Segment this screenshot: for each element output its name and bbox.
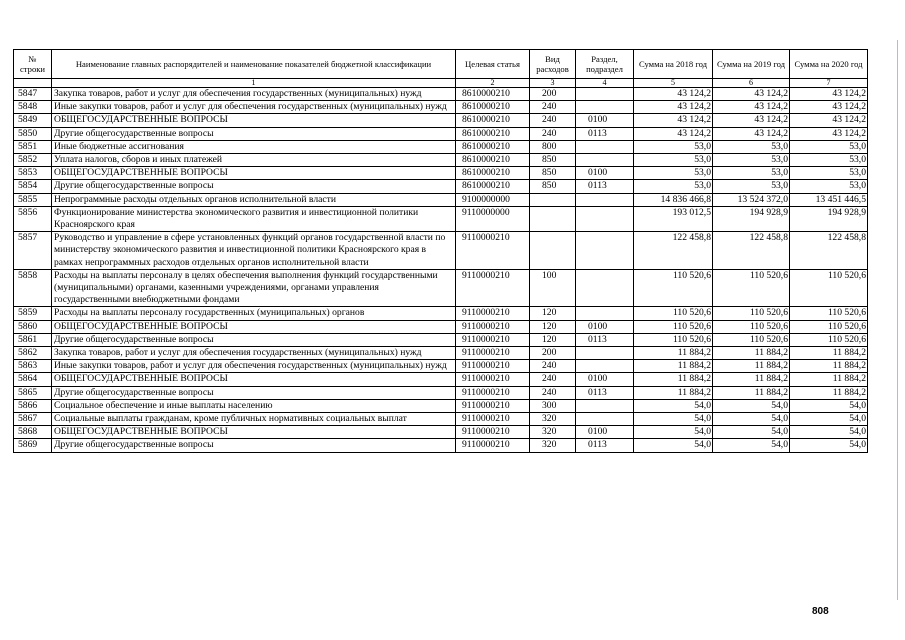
target-code-cell: 9110000210 (456, 439, 530, 452)
sum-2020-cell: 110 520,6 (790, 320, 868, 333)
row-number-cell: 5850 (14, 127, 52, 140)
target-code-cell: 9110000210 (456, 413, 530, 426)
sum-2020-cell: 13 451 446,5 (790, 193, 868, 206)
table-row (14, 360, 868, 373)
column-number: 5 (634, 79, 713, 88)
name-cell: Функционирование министерства экономического развития и инвестиционной политики Красноярского края (52, 206, 456, 231)
name-cell: Иные закупки товаров, работ и услуг для обеспечения государственных (муниципальных) нужд (52, 360, 456, 373)
row-number-cell: 5853 (14, 167, 52, 180)
name-cell: Другие общегосударственные вопросы (52, 386, 456, 399)
target-code-cell: 9110000210 (456, 373, 530, 386)
column-number (14, 79, 52, 88)
row-number-cell: 5857 (14, 232, 52, 270)
budget-table (13, 49, 868, 453)
expense-type-cell (530, 206, 576, 231)
target-code-cell: 9110000210 (456, 347, 530, 360)
name-cell: Закупка товаров, работ и услуг для обеспечения государственных (муниципальных) нужд (52, 347, 456, 360)
expense-type-cell: 300 (530, 399, 576, 412)
table-row (14, 439, 868, 452)
sum-2018-cell: 53,0 (634, 167, 713, 180)
header-row (14, 50, 868, 79)
sum-2020-cell: 43 124,2 (790, 127, 868, 140)
section-cell (576, 413, 634, 426)
sum-2018-cell: 193 012,5 (634, 206, 713, 231)
name-cell: Другие общегосударственные вопросы (52, 127, 456, 140)
target-code-cell: 9110000210 (456, 426, 530, 439)
table-row (14, 413, 868, 426)
sum-2018-cell: 53,0 (634, 180, 713, 193)
name-cell: Руководство и управление в сфере установленных функций органов государственной власти по министерству экономического развития и инвестиционной политики Красноярского края в рамках непрограммных расходов отдельных органов исполнительной власти (52, 232, 456, 270)
sum-2019-cell: 110 520,6 (713, 333, 790, 346)
sum-2020-cell: 53,0 (790, 167, 868, 180)
name-cell: ОБЩЕГОСУДАРСТВЕННЫЕ ВОПРОСЫ (52, 320, 456, 333)
section-cell: 0113 (576, 180, 634, 193)
table-row (14, 347, 868, 360)
column-number: 4 (576, 79, 634, 88)
target-code-cell: 8610000210 (456, 167, 530, 180)
sum-2019-cell: 43 124,2 (713, 101, 790, 114)
target-code-cell: 8610000210 (456, 127, 530, 140)
section-cell: 0100 (576, 167, 634, 180)
row-number-cell: 5868 (14, 426, 52, 439)
header-sum-2018: Сумма на 2018 год (634, 50, 713, 79)
row-number-cell: 5849 (14, 114, 52, 127)
row-number-cell: 5865 (14, 386, 52, 399)
sum-2018-cell: 54,0 (634, 413, 713, 426)
row-number-cell: 5858 (14, 269, 52, 307)
sum-2019-cell: 43 124,2 (713, 88, 790, 101)
sum-2018-cell: 53,0 (634, 140, 713, 153)
header-row-no: № строки (14, 50, 52, 79)
target-code-cell: 9110000210 (456, 360, 530, 373)
column-numbers-row (14, 79, 868, 88)
sum-2020-cell: 11 884,2 (790, 373, 868, 386)
name-cell: ОБЩЕГОСУДАРСТВЕННЫЕ ВОПРОСЫ (52, 167, 456, 180)
sum-2018-cell: 43 124,2 (634, 101, 713, 114)
row-number-cell: 5854 (14, 180, 52, 193)
expense-type-cell: 200 (530, 88, 576, 101)
section-cell (576, 88, 634, 101)
name-cell: Расходы на выплаты персоналу государственных (муниципальных) органов (52, 307, 456, 320)
target-code-cell: 9110000210 (456, 269, 530, 307)
section-cell: 0113 (576, 439, 634, 452)
section-cell: 0100 (576, 426, 634, 439)
table-body (14, 88, 868, 453)
sum-2018-cell: 14 836 466,8 (634, 193, 713, 206)
header-vr: Вид расходов (530, 50, 576, 79)
sum-2019-cell: 53,0 (713, 167, 790, 180)
table-row (14, 154, 868, 167)
target-code-cell: 8610000210 (456, 154, 530, 167)
sum-2018-cell: 11 884,2 (634, 373, 713, 386)
row-number-cell: 5856 (14, 206, 52, 231)
sum-2018-cell: 54,0 (634, 399, 713, 412)
sum-2018-cell: 11 884,2 (634, 360, 713, 373)
section-cell (576, 232, 634, 270)
name-cell: Социальное обеспечение и иные выплаты населению (52, 399, 456, 412)
section-cell: 0100 (576, 114, 634, 127)
target-code-cell: 9110000210 (456, 320, 530, 333)
section-cell: 0113 (576, 386, 634, 399)
sum-2018-cell: 110 520,6 (634, 333, 713, 346)
table-row (14, 206, 868, 231)
budget-table-container (13, 49, 867, 453)
name-cell: ОБЩЕГОСУДАРСТВЕННЫЕ ВОПРОСЫ (52, 114, 456, 127)
sum-2020-cell: 110 520,6 (790, 333, 868, 346)
section-cell: 0100 (576, 373, 634, 386)
section-cell (576, 101, 634, 114)
table-row (14, 386, 868, 399)
header-name: Наименование главных распорядителей и наименование показателей бюджетной классификации (52, 50, 456, 79)
sum-2020-cell: 11 884,2 (790, 386, 868, 399)
sum-2018-cell: 122 458,8 (634, 232, 713, 270)
name-cell: Расходы на выплаты персоналу в целях обеспечения выполнения функций государственными (муниципальными) органами, казенными учреждениями, органами управления государственными внебюджетными фондами (52, 269, 456, 307)
sum-2020-cell: 194 928,9 (790, 206, 868, 231)
sum-2018-cell: 11 884,2 (634, 386, 713, 399)
sum-2018-cell: 54,0 (634, 426, 713, 439)
row-number-cell: 5864 (14, 373, 52, 386)
sum-2019-cell: 43 124,2 (713, 114, 790, 127)
row-number-cell: 5855 (14, 193, 52, 206)
sum-2018-cell: 110 520,6 (634, 269, 713, 307)
sum-2019-cell: 54,0 (713, 413, 790, 426)
name-cell: Другие общегосударственные вопросы (52, 333, 456, 346)
sum-2019-cell: 43 124,2 (713, 127, 790, 140)
expense-type-cell: 240 (530, 373, 576, 386)
sum-2019-cell: 53,0 (713, 154, 790, 167)
target-code-cell: 9110000210 (456, 386, 530, 399)
target-code-cell: 9100000000 (456, 193, 530, 206)
sum-2020-cell: 43 124,2 (790, 114, 868, 127)
header-sum-2020: Сумма на 2020 год (790, 50, 868, 79)
target-code-cell: 9110000000 (456, 206, 530, 231)
section-cell: 0100 (576, 320, 634, 333)
row-number-cell: 5860 (14, 320, 52, 333)
page-number: 808 (812, 606, 829, 617)
table-row (14, 269, 868, 307)
sum-2019-cell: 11 884,2 (713, 373, 790, 386)
expense-type-cell (530, 193, 576, 206)
section-cell (576, 360, 634, 373)
sum-2020-cell: 122 458,8 (790, 232, 868, 270)
row-number-cell: 5851 (14, 140, 52, 153)
row-number-cell: 5869 (14, 439, 52, 452)
row-number-cell: 5863 (14, 360, 52, 373)
table-row (14, 167, 868, 180)
table-row (14, 320, 868, 333)
sum-2018-cell: 43 124,2 (634, 127, 713, 140)
column-number: 6 (713, 79, 790, 88)
sum-2019-cell: 11 884,2 (713, 360, 790, 373)
row-number-cell: 5848 (14, 101, 52, 114)
column-number: 1 (52, 79, 456, 88)
sum-2020-cell: 54,0 (790, 399, 868, 412)
name-cell: Другие общегосударственные вопросы (52, 439, 456, 452)
row-number-cell: 5866 (14, 399, 52, 412)
table-row (14, 232, 868, 270)
expense-type-cell: 200 (530, 347, 576, 360)
column-number: 2 (456, 79, 530, 88)
row-number-cell: 5861 (14, 333, 52, 346)
table-row (14, 399, 868, 412)
sum-2018-cell: 110 520,6 (634, 320, 713, 333)
sum-2020-cell: 11 884,2 (790, 347, 868, 360)
target-code-cell: 9110000210 (456, 307, 530, 320)
target-code-cell: 8610000210 (456, 88, 530, 101)
name-cell: Другие общегосударственные вопросы (52, 180, 456, 193)
sum-2019-cell: 13 524 372,0 (713, 193, 790, 206)
table-row (14, 193, 868, 206)
column-number: 3 (530, 79, 576, 88)
expense-type-cell: 850 (530, 154, 576, 167)
table-row (14, 114, 868, 127)
expense-type-cell: 120 (530, 320, 576, 333)
section-cell (576, 347, 634, 360)
header-rz: Раздел, подраздел (576, 50, 634, 79)
table-row (14, 101, 868, 114)
sum-2019-cell: 122 458,8 (713, 232, 790, 270)
sum-2020-cell: 110 520,6 (790, 307, 868, 320)
sum-2020-cell: 43 124,2 (790, 101, 868, 114)
section-cell (576, 154, 634, 167)
name-cell: Социальные выплаты гражданам, кроме публичных нормативных социальных выплат (52, 413, 456, 426)
section-cell (576, 399, 634, 412)
name-cell: Иные закупки товаров, работ и услуг для обеспечения государственных (муниципальных) нужд (52, 101, 456, 114)
sum-2019-cell: 54,0 (713, 399, 790, 412)
expense-type-cell: 850 (530, 180, 576, 193)
sum-2020-cell: 54,0 (790, 439, 868, 452)
sum-2020-cell: 53,0 (790, 154, 868, 167)
section-cell: 0113 (576, 333, 634, 346)
table-row (14, 140, 868, 153)
expense-type-cell: 120 (530, 307, 576, 320)
row-number-cell: 5867 (14, 413, 52, 426)
table-row (14, 373, 868, 386)
table-row (14, 426, 868, 439)
expense-type-cell: 100 (530, 269, 576, 307)
expense-type-cell: 320 (530, 413, 576, 426)
sum-2019-cell: 110 520,6 (713, 269, 790, 307)
table-row (14, 180, 868, 193)
header-sum-2019: Сумма на 2019 год (713, 50, 790, 79)
target-code-cell: 8610000210 (456, 180, 530, 193)
sum-2020-cell: 53,0 (790, 140, 868, 153)
expense-type-cell: 240 (530, 127, 576, 140)
section-cell: 0113 (576, 127, 634, 140)
expense-type-cell (530, 232, 576, 270)
name-cell: Закупка товаров, работ и услуг для обеспечения государственных (муниципальных) нужд (52, 88, 456, 101)
sum-2019-cell: 110 520,6 (713, 320, 790, 333)
row-number-cell: 5847 (14, 88, 52, 101)
sum-2018-cell: 43 124,2 (634, 88, 713, 101)
section-cell (576, 193, 634, 206)
section-cell (576, 206, 634, 231)
target-code-cell: 8610000210 (456, 114, 530, 127)
sum-2019-cell: 11 884,2 (713, 386, 790, 399)
row-number-cell: 5852 (14, 154, 52, 167)
header-code: Целевая статья (456, 50, 530, 79)
table-row (14, 127, 868, 140)
section-cell (576, 307, 634, 320)
sum-2019-cell: 110 520,6 (713, 307, 790, 320)
expense-type-cell: 240 (530, 114, 576, 127)
sum-2020-cell: 11 884,2 (790, 360, 868, 373)
sum-2018-cell: 110 520,6 (634, 307, 713, 320)
row-number-cell: 5862 (14, 347, 52, 360)
sum-2019-cell: 54,0 (713, 426, 790, 439)
table-row (14, 307, 868, 320)
sum-2019-cell: 53,0 (713, 140, 790, 153)
sum-2020-cell: 43 124,2 (790, 88, 868, 101)
name-cell: Иные бюджетные ассигнования (52, 140, 456, 153)
sum-2018-cell: 11 884,2 (634, 347, 713, 360)
target-code-cell: 9110000210 (456, 333, 530, 346)
sum-2019-cell: 11 884,2 (713, 347, 790, 360)
name-cell: ОБЩЕГОСУДАРСТВЕННЫЕ ВОПРОСЫ (52, 373, 456, 386)
expense-type-cell: 320 (530, 439, 576, 452)
section-cell (576, 140, 634, 153)
column-number: 7 (790, 79, 868, 88)
section-cell (576, 269, 634, 307)
name-cell: Уплата налогов, сборов и иных платежей (52, 154, 456, 167)
name-cell: ОБЩЕГОСУДАРСТВЕННЫЕ ВОПРОСЫ (52, 426, 456, 439)
expense-type-cell: 850 (530, 167, 576, 180)
table-row (14, 333, 868, 346)
sum-2020-cell: 110 520,6 (790, 269, 868, 307)
name-cell: Непрограммные расходы отдельных органов исполнительной власти (52, 193, 456, 206)
table-row (14, 88, 868, 101)
sum-2019-cell: 53,0 (713, 180, 790, 193)
expense-type-cell: 800 (530, 140, 576, 153)
target-code-cell: 9110000210 (456, 399, 530, 412)
sum-2020-cell: 53,0 (790, 180, 868, 193)
sum-2020-cell: 54,0 (790, 426, 868, 439)
sum-2018-cell: 54,0 (634, 439, 713, 452)
sum-2018-cell: 53,0 (634, 154, 713, 167)
sum-2019-cell: 54,0 (713, 439, 790, 452)
row-number-cell: 5859 (14, 307, 52, 320)
target-code-cell: 8610000210 (456, 101, 530, 114)
page-edge-line (897, 40, 898, 600)
expense-type-cell: 240 (530, 101, 576, 114)
sum-2018-cell: 43 124,2 (634, 114, 713, 127)
expense-type-cell: 240 (530, 360, 576, 373)
expense-type-cell: 240 (530, 386, 576, 399)
expense-type-cell: 120 (530, 333, 576, 346)
target-code-cell: 9110000210 (456, 232, 530, 270)
expense-type-cell: 320 (530, 426, 576, 439)
sum-2020-cell: 54,0 (790, 413, 868, 426)
sum-2019-cell: 194 928,9 (713, 206, 790, 231)
target-code-cell: 8610000210 (456, 140, 530, 153)
